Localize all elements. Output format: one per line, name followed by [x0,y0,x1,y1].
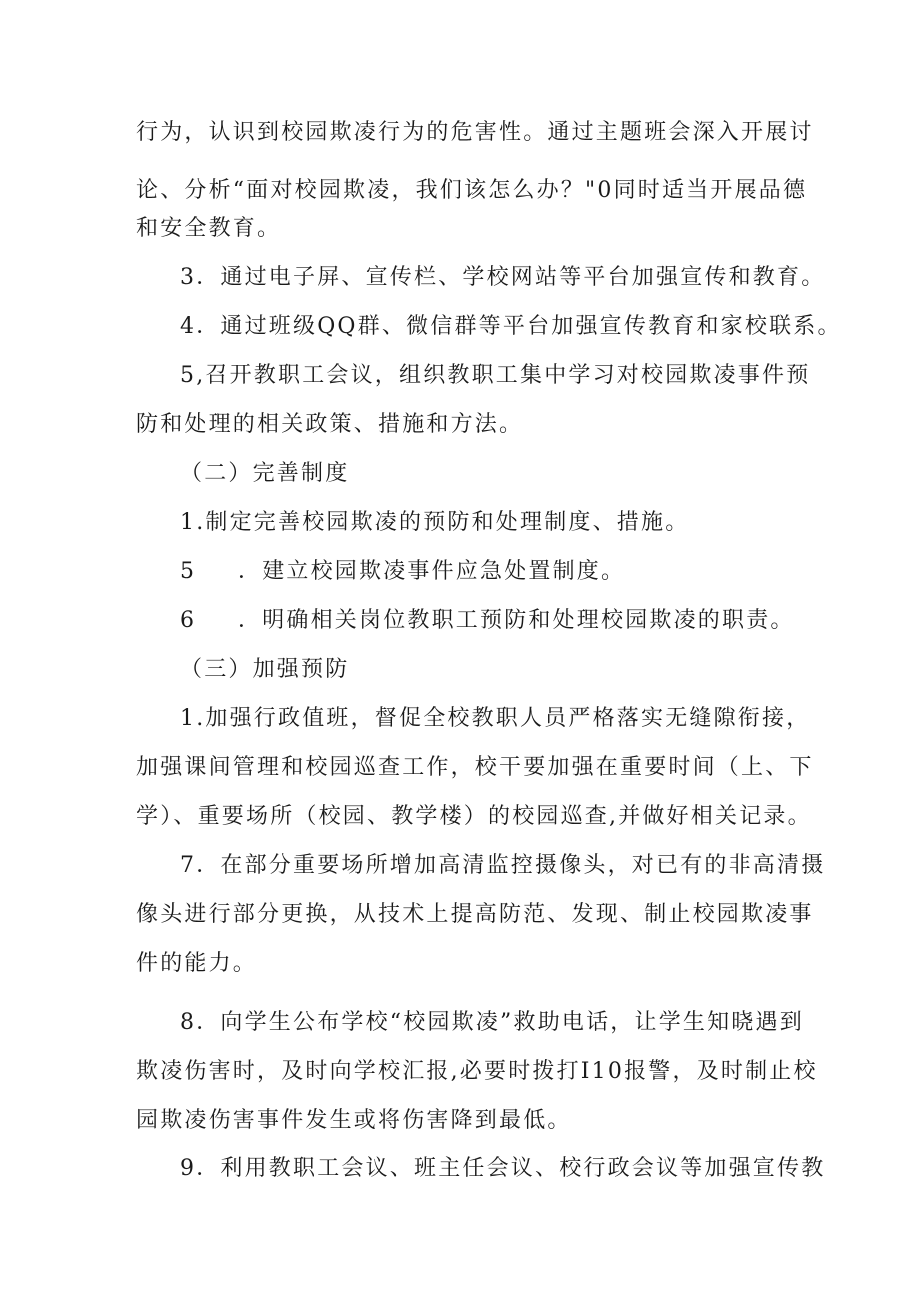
list-item-8: 8．向学生公布学校“校园欺凌”救助电话，让学生知晓遇到 [180,1010,804,1035]
list-item-7: 7．在部分重要场所增加高清监控摄像头，对已有的非高清摄 [180,853,826,878]
list-item-6-number: 6 [180,608,197,633]
paragraph-line: 加强课间管理和校园巡查工作，校干要加强在重要时间（上、下 [136,755,814,780]
list-item-5-number: 5 [180,559,197,584]
paragraph-line: 行为，认识到校园欺凌行为的危害性。通过主题班会深入开展讨 [136,120,814,145]
list-item-5-text: ．建立校园欺凌事件应急处置制度。 [238,559,626,584]
list-item-1: 1.制定完善校园欺凌的预防和处理制度、措施。 [180,510,690,535]
list-item-9: 9．利用教职工会议、班主任会议、校行政会议等加强宣传教 [180,1156,826,1181]
paragraph-line: 像头进行部分更换，从技术上提高防范、发现、制止校园欺凌事 [136,902,814,927]
paragraph-line: 欺凌伤害时，及时向学校汇报,必要时拨打I10报警，及时制止校 [136,1059,818,1084]
paragraph-line: 园欺凌伤害事件发生或将伤害降到最低。 [136,1108,572,1133]
paragraph-line: 论、分析“面对校园欺凌，我们该怎么办？"0同时适当开展品德 [136,178,808,203]
list-item-3: 3．通过电子屏、宣传栏、学校网站等平台加强宣传和教育。 [180,265,826,290]
list-item-1-prevention: 1.加强行政值班，督促全校教职人员严格落实无缝隙衔接， [180,706,811,731]
paragraph-line: 和安全教育。 [136,216,282,241]
paragraph-line: 学）、重要场所（校园、教学楼）的校园巡查,并做好相关记录。 [136,804,812,829]
paragraph-line: 防和处理的相关政策、措施和方法。 [136,412,524,437]
list-item-5: 5,召开教职工会议，组织教职工集中学习对校园欺凌事件预 [180,363,811,388]
section-heading-3: （三）加强预防 [180,657,350,682]
section-heading-2: （二）完善制度 [180,461,350,486]
list-item-4: 4．通过班级QQ群、微信群等平台加强宣传教育和家校联系。 [180,314,842,339]
list-item-6-text: ．明确相关岗位教职工预防和处理校园欺凌的职责。 [238,608,795,633]
paragraph-line: 件的能力。 [136,951,258,976]
